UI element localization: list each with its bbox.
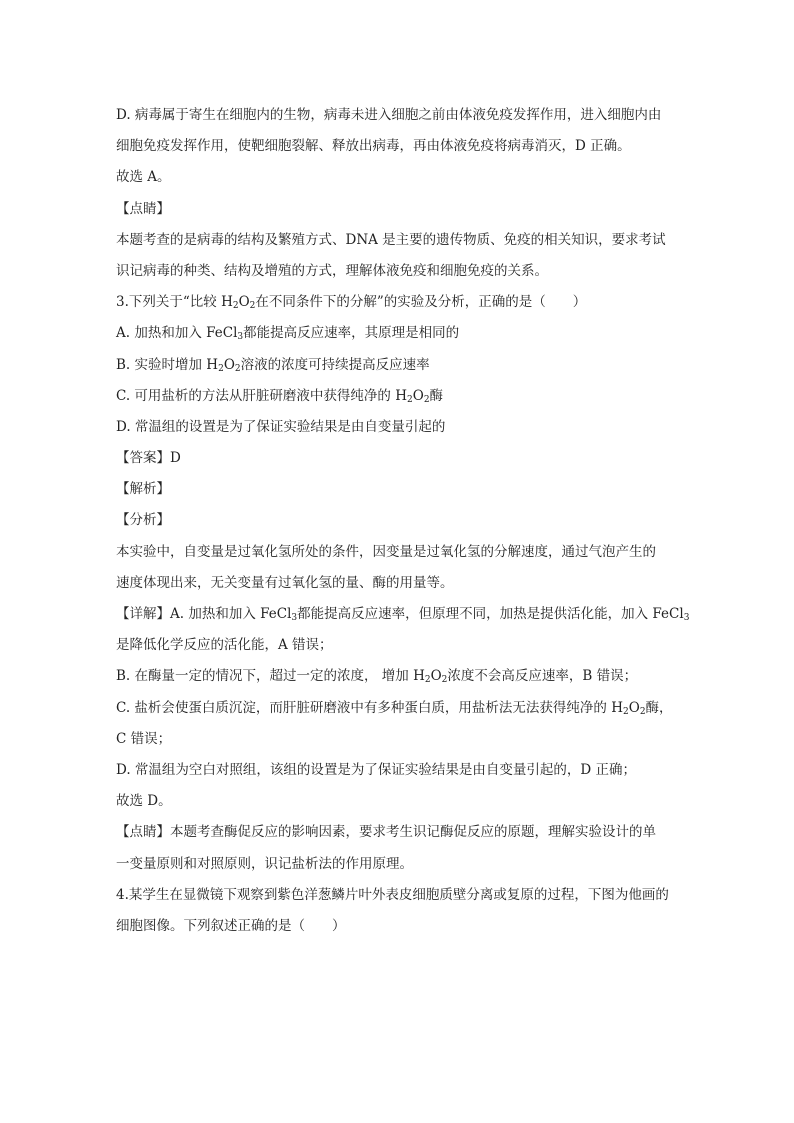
- text-segment: 溶液的浓度可持续提高反应速率: [240, 356, 430, 373]
- subscript: 2: [623, 706, 629, 717]
- text-line: [116, 849, 686, 880]
- text-line: [116, 318, 686, 349]
- text-line: [116, 630, 686, 661]
- text-line: [116, 225, 686, 256]
- text-line: [116, 724, 686, 755]
- text-line: [116, 131, 686, 162]
- text-line: [116, 693, 686, 724]
- subscript: 2: [249, 301, 256, 312]
- text-segment: O: [223, 356, 235, 373]
- text-segment: D. 常温组为空白对照组，该组的设置是为了保证实验结果是由自变量引起的，D 正确；: [116, 761, 637, 778]
- text-line: [116, 817, 686, 848]
- text-segment: 【点睛】: [116, 200, 170, 217]
- text-line: [116, 786, 686, 817]
- text-segment: 【答案】D: [116, 450, 181, 467]
- text-segment: O: [238, 294, 250, 311]
- text-segment: 速度体现出来，无关变量有过氧化氢的量、酶的用量等。: [116, 574, 454, 591]
- text-segment: 酶，: [645, 699, 673, 716]
- text-segment: O: [412, 387, 424, 404]
- text-line: [116, 880, 686, 911]
- text-segment: 是降低化学反应的活化能，A 错误；: [116, 637, 333, 654]
- text-line: [116, 568, 686, 599]
- text-segment: 细胞免疫发挥作用，使靶细胞裂解、释放出病毒，再由体液免疫将病毒消灭，D 正确。: [116, 138, 631, 155]
- text-line: [116, 162, 686, 193]
- text-line: [116, 412, 686, 443]
- text-segment: 【点睛】本题考查酶促反应的影响因素，要求考生识记酶促反应的原题，理解实验设计的单: [116, 824, 656, 841]
- text-line: [116, 443, 686, 474]
- text-line: [116, 381, 686, 412]
- text-segment: 酶: [429, 387, 444, 404]
- subscript: 2: [218, 363, 224, 374]
- text-line: [116, 599, 690, 630]
- text-line: [116, 755, 686, 786]
- text-segment: 在不同条件下的分解”的实验及分析，正确的是（ ）: [255, 294, 587, 311]
- text-segment: 都能提高反应速率，其原理是相同的: [243, 325, 460, 342]
- text-line: [116, 100, 686, 131]
- text-segment: A. 加热和加入 FeCl: [116, 325, 238, 342]
- text-line: [116, 474, 686, 505]
- text-segment: C. 可用盐析的方法从肝脏研磨液中获得纯净的 H: [116, 387, 407, 404]
- text-segment: D. 常温组的设置是为了保证实验结果是由自变量引起的: [116, 418, 446, 435]
- text-line: [116, 194, 686, 225]
- text-line: [116, 537, 686, 568]
- subscript: 3: [291, 613, 298, 623]
- text-segment: 本实验中，自变量是过氧化氢所处的条件，因变量是过氧化氢的分解速度，通过气泡产生的: [116, 543, 656, 560]
- text-segment: C 错误；: [116, 730, 172, 747]
- text-segment: 一变量原则和对照原则，识记盐析法的作用原理。: [116, 855, 413, 872]
- text-line: [116, 256, 686, 287]
- text-segment: 4.某学生在显微镜下观察到紫色洋葱鳞片叶外表皮细胞质壁分离或复原的过程，下图为他画的: [116, 886, 669, 903]
- text-segment: 故选 A。: [116, 169, 171, 186]
- text-segment: 识记病毒的种类、结构及增殖的方式，理解体液免疫和细胞免疫的关系。: [116, 262, 548, 279]
- text-segment: C. 盐析会使蛋白质沉淀，而肝脏研磨液中有多种蛋白质，用盐析法无法获得纯净的 H: [116, 699, 623, 716]
- text-segment: 【分析】: [116, 512, 170, 529]
- subscript: 2: [639, 706, 646, 717]
- subscript: 2: [424, 675, 431, 686]
- text-segment: D. 病毒属于寄生在细胞内的生物，病毒未进入细胞之前由体液免疫发挥作用，进入细胞内由: [116, 107, 662, 123]
- text-segment: 故选 D。: [116, 793, 172, 810]
- subscript: 2: [423, 394, 430, 405]
- subscript: 2: [441, 675, 448, 686]
- text-segment: B. 实验时增加 H: [116, 356, 219, 373]
- text-segment: 浓度不会高反应速率，B 错误；: [447, 668, 638, 685]
- text-segment: 本题考查的是病毒的结构及繁殖方式、DNA 是主要的遗传物质、免疫的相关知识，要求考试: [116, 231, 666, 248]
- subscript: 2: [232, 301, 239, 312]
- document-body: [116, 100, 690, 942]
- text-segment: 【详解】A. 加热和加入 FeCl: [116, 606, 292, 622]
- subscript: 3: [683, 613, 690, 623]
- text-line: [116, 505, 686, 536]
- subscript: 2: [234, 363, 241, 374]
- text-line: [116, 661, 686, 692]
- text-segment: O: [628, 699, 640, 716]
- text-segment: O: [430, 668, 442, 685]
- text-segment: 【解析】: [116, 481, 170, 498]
- subscript: 3: [237, 332, 244, 343]
- text-line: [116, 287, 686, 318]
- text-segment: 细胞图像。下列叙述正确的是（ ）: [116, 917, 346, 934]
- text-segment: 3.下列关于“比较 H: [116, 294, 233, 311]
- text-segment: 都能提高反应速率，但原理不同，加热是提供活化能，加入 FeCl: [297, 606, 684, 622]
- subscript: 2: [407, 394, 413, 405]
- text-line: [116, 350, 686, 381]
- text-line: [116, 911, 686, 942]
- text-segment: B. 在酶量一定的情况下，超过一定的浓度， 增加 H: [116, 668, 425, 685]
